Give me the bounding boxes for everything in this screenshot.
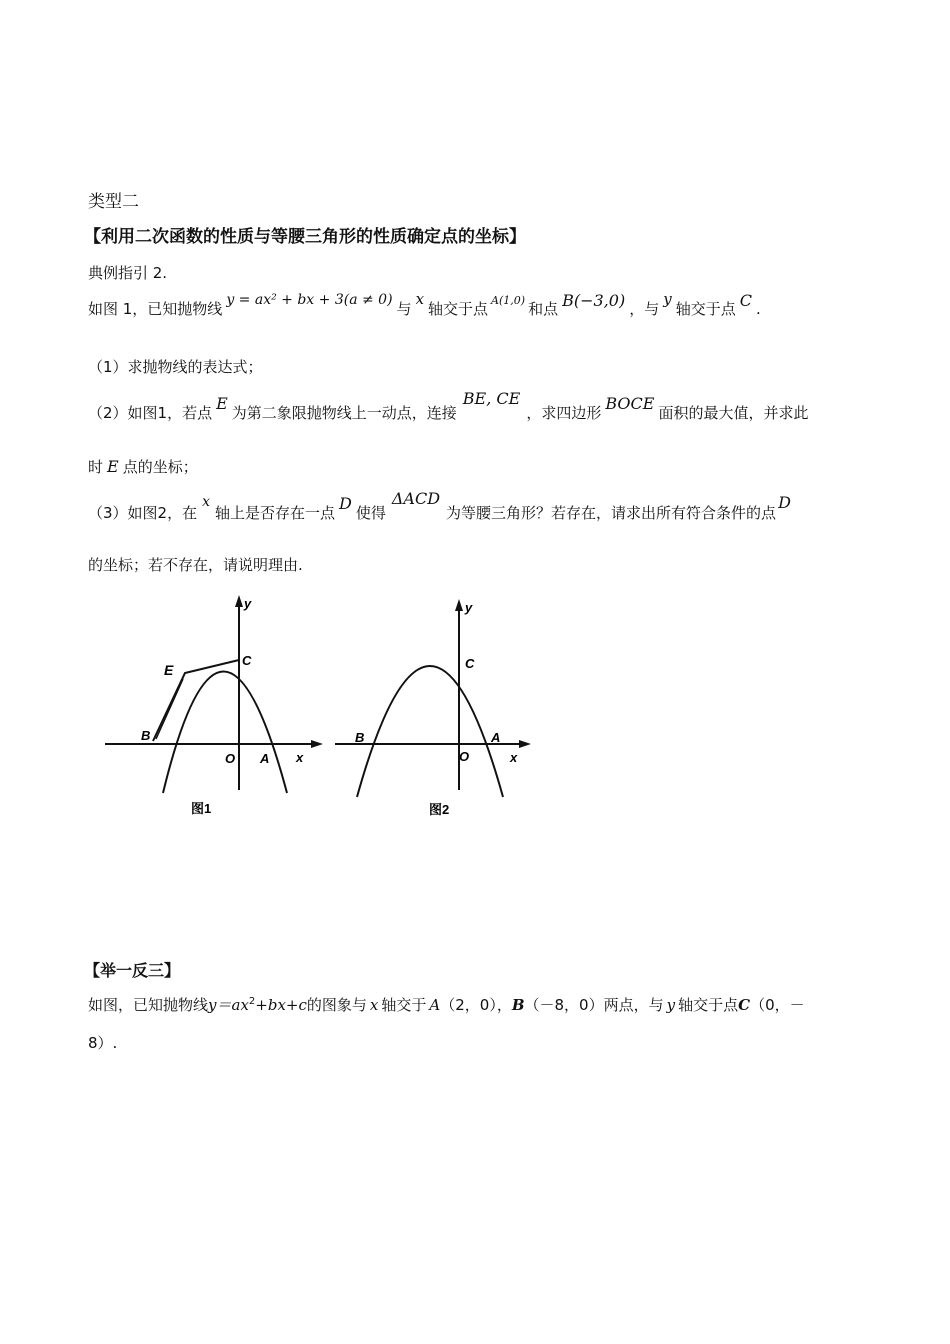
segments-be-ce: BE, CE [462,389,521,408]
type-label: 类型二 [88,192,139,212]
fig1-caption: 图1 [191,801,212,816]
fig1-parabola [163,672,287,794]
quadrilateral-boce: BOCE [605,394,655,413]
fig1-c-label: C [242,653,252,668]
section-title: 【利用二次函数的性质与等腰三角形的性质确定点的坐标】 [84,227,526,247]
fig1-x-label: x [296,750,304,765]
practice-eq-sup: 2 [248,996,256,1007]
fig1-y-label: y [244,596,252,611]
example-label: 典例指引 2. [88,264,168,282]
problem-intro: 如图 1，已知抛物线 y = ax² + bx + 3(a ≠ 0) 与x轴交于点 $^{A(1,0)}$ 和点 B(−3,0) ，与y轴交于点 C . [88,290,761,318]
figure-2 [335,599,531,817]
point-c: C [739,291,752,310]
question-3-cont: 的坐标；若不存在，请说明理由. [88,556,303,574]
question-2-cont: 时 E 点的坐标； [88,457,198,476]
fig1-e-label: E [164,662,174,678]
fig1-shading-line [156,679,183,739]
question-1: （1）求抛物线的表达式； [88,358,263,376]
fig2-x-arrow [519,740,531,748]
question-2: （2）如图1，若点 E 为第二象限抛物线上一动点，连接BE, CE，求四边形 BOCE 面积的最大值，并求此 [88,389,809,422]
fig1-x-arrow [311,740,323,748]
figures [95,585,555,825]
fig2-x-label: x [510,750,518,765]
practice-line-2: 8）. [88,1034,118,1052]
fig1-y-arrow [235,595,243,607]
parabola-equation: y = ax² + bx + 3(a ≠ 0) [226,292,393,308]
practice-eq-rest: ＝ax [216,996,249,1014]
point-d: D [339,494,352,513]
fig1-b-label: B [141,728,151,743]
fig2-parabola [357,666,503,797]
fig2-a-label: A [491,730,501,745]
point-a: A(1,0) [491,294,526,307]
practice-line-1: 如图，已知抛物线$y=ax^2+bx+c$的图象与 x 轴交于 A（2，0），B（－8，0）两点，与 y 轴交于点C（0，－ [88,996,805,1014]
x-var: x [415,290,425,308]
fig1-a-label: A [260,751,270,766]
fig2-caption: 图2 [429,802,450,817]
practice-eq-y: y [208,996,217,1014]
fig2-c-label: C [465,656,475,671]
point-e: E [216,394,228,413]
triangle-acd: ΔACD [391,489,441,508]
point-e-2: E [107,457,119,476]
point-b: B(−3,0) [562,291,626,310]
practice-eq-tail: +bx+c [255,996,307,1014]
point-d-2: D [778,493,791,512]
fig2-y-label: y [465,600,473,615]
practice-title: 【举一反三】 [84,961,181,980]
fig2-y-arrow [455,599,463,611]
y-var: y [663,290,672,308]
fig1-o-label: O [225,751,236,766]
figure-1 [105,595,323,816]
x-var-2: x [202,494,210,510]
fig2-b-label: B [355,730,365,745]
fig2-o-label: O [459,749,470,764]
question-3: （3）如图2，在x轴上是否存在一点 D 使得ΔACD为等腰三角形？若存在，请求出所有符合条件的点D [88,489,791,522]
